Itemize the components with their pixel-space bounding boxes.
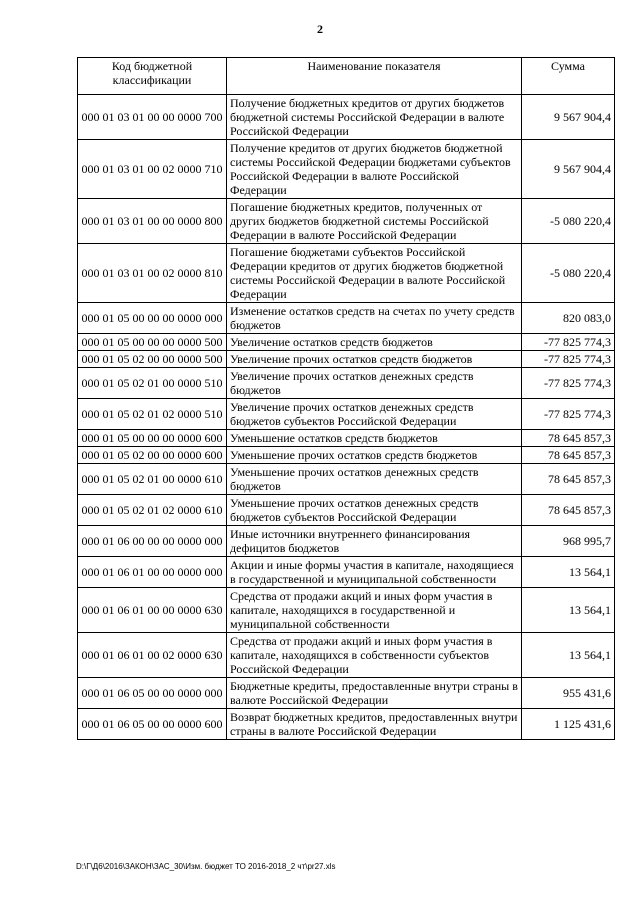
row-sum: -77 825 774,3	[522, 368, 615, 399]
table-row	[78, 351, 615, 368]
row-code: 000 01 06 01 00 00 0000 000	[78, 557, 227, 588]
row-name: Получение бюджетных кредитов от других бюджетов бюджетной системы Российской Федерации в валюте Российской Федерации	[227, 95, 522, 140]
row-code: 000 01 03 01 00 00 0000 800	[78, 199, 227, 244]
row-code: 000 01 05 02 00 00 0000 600	[78, 447, 227, 464]
table-row	[78, 495, 615, 526]
table-header-row	[78, 58, 615, 95]
row-sum: 13 564,1	[522, 557, 615, 588]
table-row	[78, 447, 615, 464]
row-code: 000 01 05 02 01 00 0000 510	[78, 368, 227, 399]
row-code: 000 01 06 01 00 02 0000 630	[78, 633, 227, 678]
row-code: 000 01 05 02 01 00 0000 610	[78, 464, 227, 495]
row-code: 000 01 06 00 00 00 0000 000	[78, 526, 227, 557]
row-name: Получение кредитов от других бюджетов бюджетной системы Российской Федерации бюджетами субъектов Российской Федерации в валюте Российской Федерации	[227, 140, 522, 199]
row-sum: 78 645 857,3	[522, 447, 615, 464]
row-name: Увеличение прочих остатков средств бюджетов	[227, 351, 522, 368]
row-code: 000 01 03 01 00 02 0000 710	[78, 140, 227, 199]
row-sum: 13 564,1	[522, 588, 615, 633]
row-sum: 78 645 857,3	[522, 495, 615, 526]
table-row	[78, 95, 615, 140]
table-row	[78, 709, 615, 740]
row-code: 000 01 05 02 00 00 0000 500	[78, 351, 227, 368]
table-row	[78, 140, 615, 199]
row-name: Уменьшение прочих остатков денежных средств бюджетов субъектов Российской Федерации	[227, 495, 522, 526]
row-code: 000 01 05 00 00 00 0000 600	[78, 430, 227, 447]
row-code: 000 01 05 00 00 00 0000 000	[78, 303, 227, 334]
row-code: 000 01 06 05 00 00 0000 000	[78, 678, 227, 709]
table-row	[78, 244, 615, 303]
row-sum: 820 083,0	[522, 303, 615, 334]
header-sum: Сумма	[522, 58, 615, 95]
row-name: Погашение бюджетных кредитов, полученных от других бюджетов бюджетной системы Российской Федерации в валюте Российской Федерации	[227, 199, 522, 244]
row-name: Возврат бюджетных кредитов, предоставленных внутри страны в валюте Российской Федерации	[227, 709, 522, 740]
table-row	[78, 678, 615, 709]
row-name: Уменьшение прочих остатков денежных средств бюджетов	[227, 464, 522, 495]
row-name: Увеличение прочих остатков денежных средств бюджетов	[227, 368, 522, 399]
row-sum: 13 564,1	[522, 633, 615, 678]
row-name: Иные источники внутреннего финансирования дефицитов бюджетов	[227, 526, 522, 557]
row-code: 000 01 03 01 00 02 0000 810	[78, 244, 227, 303]
row-code: 000 01 06 05 00 00 0000 600	[78, 709, 227, 740]
header-name: Наименование показателя	[227, 58, 522, 95]
row-name: Уменьшение остатков средств бюджетов	[227, 430, 522, 447]
header-code: Код бюджетной классификации	[78, 58, 227, 95]
row-code: 000 01 05 00 00 00 0000 500	[78, 334, 227, 351]
row-sum: 968 995,7	[522, 526, 615, 557]
row-code: 000 01 05 02 01 02 0000 510	[78, 399, 227, 430]
row-sum: -77 825 774,3	[522, 399, 615, 430]
table-row	[78, 464, 615, 495]
table-body	[78, 95, 615, 740]
row-name: Увеличение прочих остатков денежных средств бюджетов субъектов Российской Федерации	[227, 399, 522, 430]
row-sum: 1 125 431,6	[522, 709, 615, 740]
row-name: Бюджетные кредиты, предоставленные внутри страны в валюте Российской Федерации	[227, 678, 522, 709]
row-sum: -77 825 774,3	[522, 351, 615, 368]
row-code: 000 01 03 01 00 00 0000 700	[78, 95, 227, 140]
table-row	[78, 526, 615, 557]
row-name: Акции и иные формы участия в капитале, находящиеся в государственной и муниципальной собственности	[227, 557, 522, 588]
row-sum: 9 567 904,4	[522, 95, 615, 140]
row-sum: 78 645 857,3	[522, 464, 615, 495]
table-row	[78, 303, 615, 334]
row-name: Уменьшение прочих остатков средств бюджетов	[227, 447, 522, 464]
budget-table	[77, 57, 615, 740]
table-row	[78, 368, 615, 399]
table-row	[78, 430, 615, 447]
row-name: Увеличение остатков средств бюджетов	[227, 334, 522, 351]
row-sum: -5 080 220,4	[522, 199, 615, 244]
page-number: 2	[317, 22, 323, 36]
row-sum: 78 645 857,3	[522, 430, 615, 447]
row-sum: 9 567 904,4	[522, 140, 615, 199]
row-name: Средства от продажи акций и иных форм участия в капитале, находящихся в государственной и муниципальной собственности	[227, 588, 522, 633]
file-path-footer: D:\Г\Д6\2016\ЗАКОН\ЗАС_30\Изм. бюджет ТО 2016-2018_2 чт\pr27.xls	[76, 862, 336, 871]
row-name: Изменение остатков средств на счетах по учету средств бюджетов	[227, 303, 522, 334]
row-name: Средства от продажи акций и иных форм участия в капитале, находящихся в собственности субъектов Российской Федерации	[227, 633, 522, 678]
row-code: 000 01 05 02 01 02 0000 610	[78, 495, 227, 526]
table-row	[78, 633, 615, 678]
table-row	[78, 199, 615, 244]
row-code: 000 01 06 01 00 00 0000 630	[78, 588, 227, 633]
row-sum: -77 825 774,3	[522, 334, 615, 351]
row-name: Погашение бюджетами субъектов Российской Федерации кредитов от других бюджетов бюджетной системы Российской Федерации в валюте Российской Федерации	[227, 244, 522, 303]
table-row	[78, 588, 615, 633]
table-row	[78, 399, 615, 430]
table-row	[78, 334, 615, 351]
row-sum: 955 431,6	[522, 678, 615, 709]
table-row	[78, 557, 615, 588]
row-sum: -5 080 220,4	[522, 244, 615, 303]
